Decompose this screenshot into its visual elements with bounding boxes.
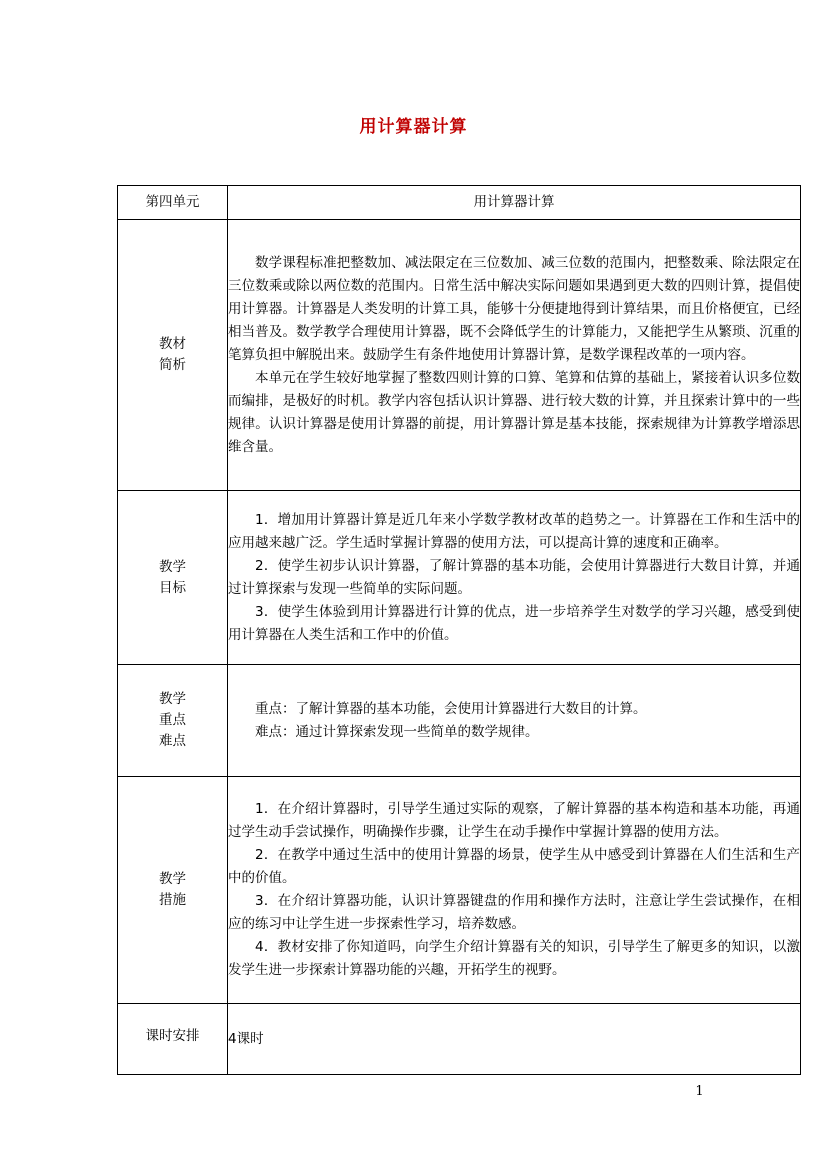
paragraph: 2．使学生初步认识计算器，了解计算器的基本功能，会使用计算器进行大数目计算，并通过计算探索与发现一些简单的实际问题。 xyxy=(228,557,800,597)
lesson-plan-table xyxy=(117,185,801,1075)
row-label: 课时安排 xyxy=(118,1004,228,1075)
paragraph: 重点：了解计算器的基本功能，会使用计算器进行大数目的计算。 xyxy=(255,700,647,717)
paragraph: 1．在介绍计算器时，引导学生通过实际的观察，了解计算器的基本构造和基本功能，再通过学生动手尝试操作，明确操作步骤，让学生在动手操作中掌握计算器的使用方法。 xyxy=(228,801,800,840)
document-title: 用计算器计算 xyxy=(359,117,468,137)
row-content xyxy=(228,665,801,777)
topic-cell: 用计算器计算 xyxy=(228,186,801,220)
table-row-key-points xyxy=(118,665,801,777)
row-label: 教学 措施 xyxy=(118,777,228,1004)
paragraph: 1．增加用计算器计算是近几年来小学数学教材改革的趋势之一。计算器在工作和生活中的应用越来越广泛。学生适时掌握计算器的使用方法，可以提高计算的速度和正确率。 xyxy=(228,511,800,551)
paragraph: 3．在介绍计算器功能，认识计算器键盘的作用和操作方法时，注意让学生尝试操作，在相应的练习中让学生进一步探索性学习，培养数感。 xyxy=(228,893,800,932)
row-label: 教学 目标 xyxy=(118,491,228,665)
row-label: 教材 简析 xyxy=(118,220,228,491)
unit-cell: 第四单元 xyxy=(118,186,228,220)
row-content xyxy=(228,491,801,665)
table-row-measures xyxy=(118,777,801,1004)
paragraph: 2．在教学中通过生活中的使用计算器的场景，使学生从中感受到计算器在人们生活和生产中的价值。 xyxy=(228,847,800,886)
paragraph: 本单元在学生较好地掌握了整数四则计算的口算、笔算和估算的基础上，紧接着认识多位数而编排，是极好的时机。教学内容包括认识计算器、进行较大数的计算，并且探索计算中的一些规律。认识计算器是使用计算器的前提，用计算器计算是基本技能，探索规律为计算教学增添思维含量。 xyxy=(228,369,800,455)
page-number: 1 xyxy=(695,1084,704,1099)
row-label: 教学 重点 难点 xyxy=(118,665,228,777)
paragraph: 4．教材安排了你知道吗，向学生介绍计算器有关的知识，引导学生了解更多的知识，以激发学生进一步探索计算器功能的兴趣，开拓学生的视野。 xyxy=(228,939,800,978)
row-content xyxy=(228,777,801,1004)
paragraph: 3．使学生体验到用计算器进行计算的优点，进一步培养学生对数学的学习兴趣，感受到使用计算器在人类生活和工作中的价值。 xyxy=(228,603,800,643)
table-header-row xyxy=(118,186,801,220)
paragraph: 难点：通过计算探索发现一些简单的数学规律。 xyxy=(255,723,539,740)
table-row-analysis xyxy=(118,220,801,491)
paragraph: 数学课程标准把整数加、减法限定在三位数加、减三位数的范围内，把整数乘、除法限定在三位数乘或除以两位数的范围内。日常生活中解决实际问题如果遇到更大数的四则计算，提倡使用计算器。计算器是人类发明的计算工具，能够十分便捷地得到计算结果，而且价格便宜，已经相当普及。数学教学合理使用计算器，既不会降低学生的计算能力，又能把学生从繁琐、沉重的笔算负担中解脱出来。鼓励学生有条件地使用计算器计算，是数学课程改革的一项内容。 xyxy=(228,254,800,363)
table-row-schedule xyxy=(118,1004,801,1075)
table-row-goals xyxy=(118,491,801,665)
row-content xyxy=(228,220,801,491)
row-content: 4课时 xyxy=(228,1004,801,1075)
